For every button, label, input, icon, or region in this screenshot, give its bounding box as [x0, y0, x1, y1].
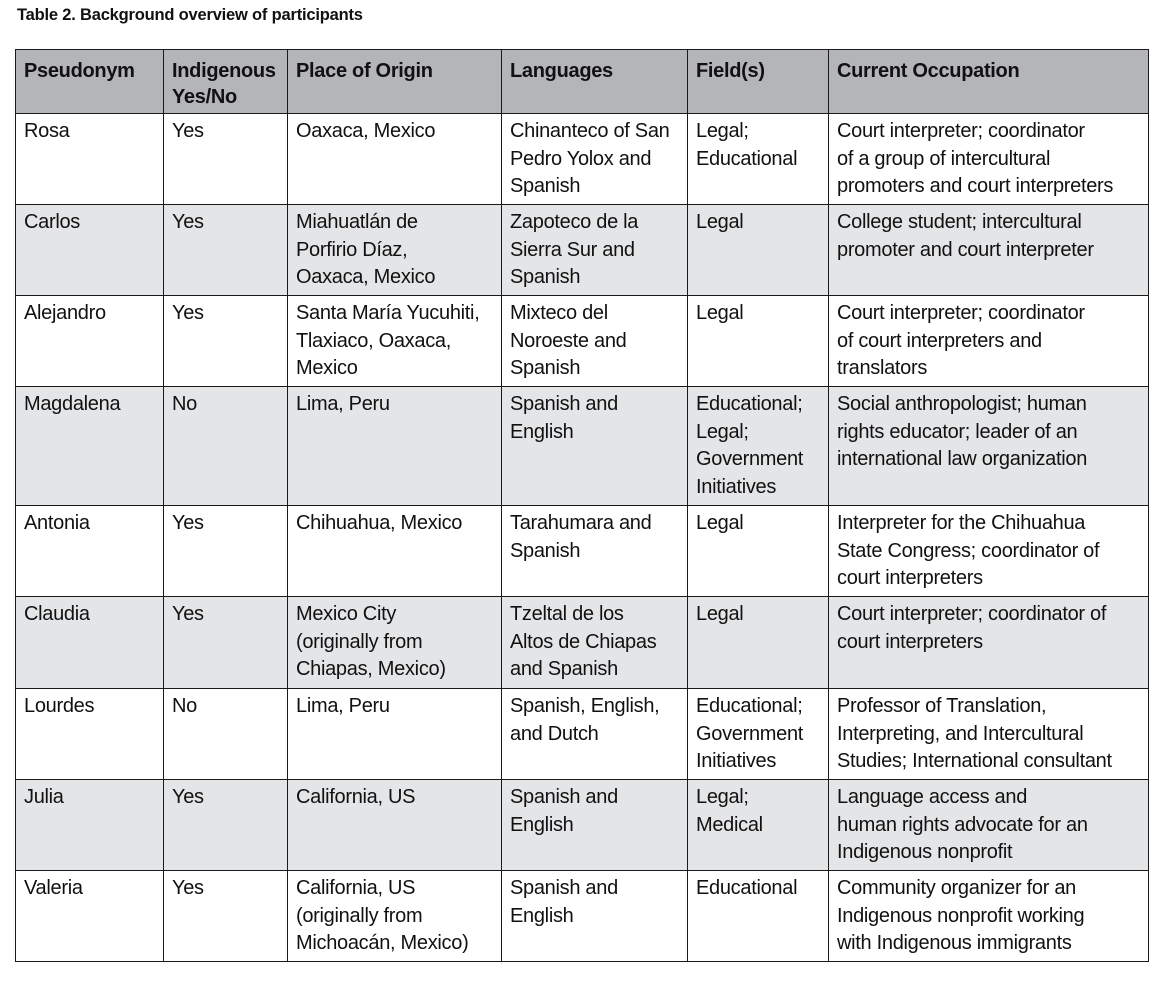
- cell-indigenous: Yes: [164, 506, 288, 597]
- cell-place-of-origin: Lima, Peru: [288, 689, 502, 780]
- table-row: [16, 387, 1149, 506]
- cell-fields: Legal: [688, 597, 829, 689]
- cell-languages: Spanish and English: [502, 871, 688, 962]
- header-place-of-origin: Place of Origin: [288, 50, 502, 114]
- cell-indigenous: Yes: [164, 597, 288, 689]
- table-row: [16, 689, 1149, 780]
- cell-indigenous: Yes: [164, 205, 288, 296]
- cell-current-occupation: College student; intercultural promoter and court interpreter: [829, 205, 1149, 296]
- cell-indigenous: Yes: [164, 296, 288, 387]
- cell-languages: Chinanteco of San Pedro Yolox and Spanish: [502, 114, 688, 205]
- cell-indigenous: Yes: [164, 780, 288, 871]
- table-row: [16, 871, 1149, 962]
- cell-place-of-origin: Santa María Yucuhiti, Tlaxiaco, Oaxaca, Mexico: [288, 296, 502, 387]
- cell-languages: Tarahumara and Spanish: [502, 506, 688, 597]
- cell-languages: Tzeltal de los Altos de Chiapas and Spanish: [502, 597, 688, 689]
- cell-current-occupation: Court interpreter; coordinator of court interpreters and translators: [829, 296, 1149, 387]
- header-pseudonym: Pseudonym: [16, 50, 164, 114]
- header-fields: Field(s): [688, 50, 829, 114]
- cell-fields: Legal; Medical: [688, 780, 829, 871]
- cell-pseudonym: Julia: [16, 780, 164, 871]
- cell-pseudonym: Antonia: [16, 506, 164, 597]
- participants-table: [15, 49, 1149, 962]
- cell-pseudonym: Carlos: [16, 205, 164, 296]
- header-current-occupation: Current Occupation: [829, 50, 1149, 114]
- cell-fields: Educational: [688, 871, 829, 962]
- header-indigenous: Indigenous Yes/No: [164, 50, 288, 114]
- cell-fields: Educational; Government Initiatives: [688, 689, 829, 780]
- cell-indigenous: No: [164, 387, 288, 506]
- cell-pseudonym: Claudia: [16, 597, 164, 689]
- cell-pseudonym: Alejandro: [16, 296, 164, 387]
- cell-fields: Legal: [688, 205, 829, 296]
- cell-languages: Spanish and English: [502, 387, 688, 506]
- cell-place-of-origin: California, US: [288, 780, 502, 871]
- table-row: [16, 296, 1149, 387]
- cell-current-occupation: Social anthropologist; human rights educator; leader of an international law organization: [829, 387, 1149, 506]
- table-row: [16, 114, 1149, 205]
- cell-pseudonym: Valeria: [16, 871, 164, 962]
- cell-pseudonym: Lourdes: [16, 689, 164, 780]
- table-header-row: [16, 50, 1149, 114]
- table-row: [16, 205, 1149, 296]
- table-row: [16, 506, 1149, 597]
- cell-current-occupation: Professor of Translation, Interpreting, and Intercultural Studies; International consultant: [829, 689, 1149, 780]
- cell-place-of-origin: Oaxaca, Mexico: [288, 114, 502, 205]
- cell-languages: Zapoteco de la Sierra Sur and Spanish: [502, 205, 688, 296]
- cell-fields: Legal; Educational: [688, 114, 829, 205]
- cell-place-of-origin: California, US (originally from Michoacán, Mexico): [288, 871, 502, 962]
- cell-fields: Educational; Legal; Government Initiatives: [688, 387, 829, 506]
- cell-place-of-origin: Mexico City (originally from Chiapas, Mexico): [288, 597, 502, 689]
- table-row: [16, 597, 1149, 689]
- cell-languages: Spanish and English: [502, 780, 688, 871]
- cell-pseudonym: Magdalena: [16, 387, 164, 506]
- cell-fields: Legal: [688, 296, 829, 387]
- cell-place-of-origin: Chihuahua, Mexico: [288, 506, 502, 597]
- table-caption: Table 2. Background overview of participants: [17, 6, 363, 24]
- cell-fields: Legal: [688, 506, 829, 597]
- cell-languages: Spanish, English, and Dutch: [502, 689, 688, 780]
- cell-place-of-origin: Miahuatlán de Porfirio Díaz, Oaxaca, Mexico: [288, 205, 502, 296]
- cell-current-occupation: Interpreter for the Chihuahua State Congress; coordinator of court interpreters: [829, 506, 1149, 597]
- cell-pseudonym: Rosa: [16, 114, 164, 205]
- cell-current-occupation: Language access and human rights advocate for an Indigenous nonprofit: [829, 780, 1149, 871]
- header-languages: Languages: [502, 50, 688, 114]
- cell-current-occupation: Court interpreter; coordinator of court interpreters: [829, 597, 1149, 689]
- cell-indigenous: No: [164, 689, 288, 780]
- cell-current-occupation: Community organizer for an Indigenous nonprofit working with Indigenous immigrants: [829, 871, 1149, 962]
- cell-current-occupation: Court interpreter; coordinator of a group of intercultural promoters and court interpreters: [829, 114, 1149, 205]
- cell-indigenous: Yes: [164, 871, 288, 962]
- cell-indigenous: Yes: [164, 114, 288, 205]
- cell-place-of-origin: Lima, Peru: [288, 387, 502, 506]
- table-row: [16, 780, 1149, 871]
- cell-languages: Mixteco del Noroeste and Spanish: [502, 296, 688, 387]
